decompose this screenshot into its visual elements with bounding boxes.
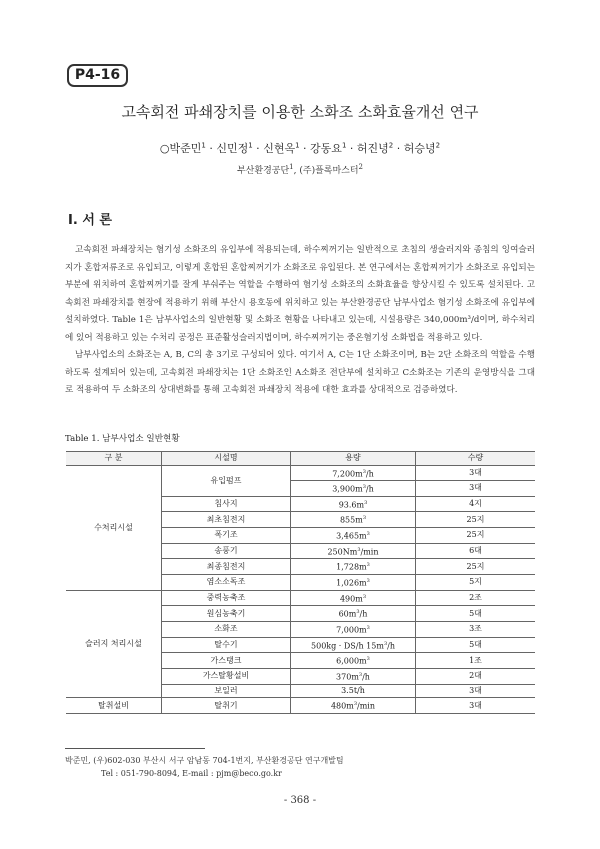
body-text — [65, 242, 535, 400]
quantity-cell: 2조 — [416, 590, 536, 606]
superscript: 3 — [383, 640, 388, 647]
header-cell: 용량 — [291, 452, 416, 466]
page-number: - 368 - — [283, 795, 317, 806]
quantity-cell: 3대 — [416, 481, 536, 497]
superscript: 3 — [366, 562, 370, 569]
facility-cell: 최초침전지 — [162, 512, 291, 528]
section-heading — [68, 209, 112, 228]
capacity-cell: $1,728m^3$ — [291, 559, 416, 575]
quantity-cell: 3대 — [416, 698, 536, 714]
facility-cell: 보일러 — [162, 684, 291, 698]
facility-cell: 탈취기 — [162, 698, 291, 714]
author-separator: · — [205, 142, 217, 155]
facility-cell: 가스탈황설비 — [162, 669, 291, 685]
affiliation-name: 부산환경공단$^1$ — [236, 163, 294, 176]
facility-cell: 최종침전지 — [162, 559, 291, 575]
facility-cell: 원심농축기 — [162, 606, 291, 622]
author-name: 신현옥$^1$ — [263, 141, 300, 155]
affiliation-mark: 2 — [358, 163, 364, 171]
facility-cell: 탈수기 — [162, 637, 291, 653]
facility-cell: 유입펌프 — [162, 465, 291, 496]
capacity-cell: $3,900m^3/h$ — [291, 481, 416, 497]
author-affiliation-mark: 1 — [295, 141, 300, 150]
header-cell: 수량 — [416, 452, 536, 466]
superscript: 3 — [357, 546, 361, 553]
quantity-cell: 1조 — [416, 653, 536, 669]
facility-table — [66, 451, 535, 714]
capacity-cell: 250Nm$^3$/min — [291, 543, 416, 559]
quantity-cell: 4지 — [416, 496, 536, 512]
author-name: 허승녕$^2$ — [403, 141, 441, 155]
author-affiliation-mark: 1 — [201, 141, 206, 150]
paragraph: 고속회전 파쇄장치는 혐기성 소화조의 유입부에 적용되는데, 하수찌꺼기는 일반적으로 초침의 생슬러지와 종침의 잉여슬러지가 혼합저류조로 유입되고, 이렇게 혼합된 혼합찌꺼기가 소화조로 유입된다. 본 연구에서는 혼합찌꺼기가 소화조로 유입되는 부분에 위치하여 혼합찌꺼기를 잘게 부숴주는 역할을 수행하여 혐기성 소화조의 소화효율을 향상시킬 수 있도록 설치된다. 고속회전 파쇄장치를 현장에 적용하기 위해 부산시 용호동에 위치하고 있는 부산환경공단 남부사업소 혐기성 소화조에 유입부에 설치하였다. Table 1은 남부사업소의 일반현황 및 소화조 현황을 나타내고 있는데, 시설용량은 340,000m³/d이며, 하수처리에 있어 적용하고 있는 수처리 공정은 표준활성슬러지법이며, 하수찌꺼기는 중온혐기성 소화법을 적용하고 있다. — [65, 245, 535, 343]
superscript: 3 — [366, 625, 370, 632]
facility-cell: 송풍기 — [162, 543, 291, 559]
affiliation-list: 부산환경공단$^1$, (주)플록마스터$^2$ — [236, 163, 364, 176]
section-number: I. — [68, 213, 78, 228]
capacity-cell: $855m^3$ — [291, 512, 416, 528]
quantity-cell: 6대 — [416, 543, 536, 559]
superscript: 3 — [358, 672, 363, 679]
capacity-cell: $60m^3/h$ — [291, 606, 416, 622]
author-name: ○박준민$^1$ — [159, 141, 206, 155]
quantity-cell: 25지 — [416, 559, 536, 575]
superscript: 3 — [364, 499, 368, 506]
footnote-address: 박준민, (우)602-030 부산시 서구 암남동 704-1번지, 부산환경공단 연구개발팀 — [65, 756, 344, 765]
quantity-cell: 5지 — [416, 575, 536, 591]
quantity-cell: 5대 — [416, 637, 536, 653]
author-name: 강동요$^1$ — [310, 141, 347, 155]
superscript: 3 — [366, 578, 370, 585]
facility-cell: 염소소독조 — [162, 575, 291, 591]
table-row — [66, 698, 535, 714]
footnote — [65, 754, 344, 780]
author-affiliation-mark: 2 — [435, 141, 441, 150]
superscript: 3 — [353, 701, 358, 708]
facility-cell: 소화조 — [162, 622, 291, 638]
facility-cell: 폭기조 — [162, 528, 291, 544]
paragraph: 남부사업소의 소화조는 A, B, C의 총 3기로 구성되어 있다. 여기서 A, C는 1단 소화조이며, B는 2단 소화조의 역할을 수행하도록 설계되어 있는데, 고속회전 파쇄장치는 1단 소화조인 A소화조 전단부에 설치하고 C소화조는 기존의 운영방식을 그대로 적용하여 두 소화조의 상대변화를 통해 고속회전 파쇄장치 적용에 대한 효과를 상대적으로 검증하였다. — [65, 350, 535, 395]
superscript: 3 — [356, 609, 360, 616]
superscript: 3 — [362, 468, 366, 475]
superscript: 3 — [362, 484, 366, 491]
capacity-cell: 3.5t/h — [291, 684, 416, 698]
group-cell: 탈취설비 — [66, 698, 162, 714]
capacity-cell: $7,000m^3$ — [291, 622, 416, 638]
header-cell: 시설명 — [162, 452, 291, 466]
superscript: 3 — [366, 531, 370, 538]
author-list — [0, 140, 600, 156]
capacity-cell: $3,465m^3$ — [291, 528, 416, 544]
quantity-cell: 25지 — [416, 528, 536, 544]
capacity-cell: $490m^3$ — [291, 590, 416, 606]
presenter-mark: ○ — [159, 142, 170, 155]
capacity-cell: $370m^3/h$ — [291, 669, 416, 685]
author-separator: · — [346, 142, 357, 155]
author-separator: · — [252, 142, 264, 155]
table-row — [66, 465, 535, 481]
affiliation-name: (주)플록마스터$^2$ — [299, 163, 364, 176]
affiliation-mark: 1 — [289, 163, 294, 171]
table-header-row — [66, 452, 535, 466]
capacity-cell: $480m^3/\min$ — [291, 698, 416, 714]
author-name: 허진녕$^2$ — [356, 141, 394, 155]
quantity-cell: 3조 — [416, 622, 536, 638]
header-cell: 구 분 — [66, 452, 162, 466]
paper-title: 고속회전 파쇄장치를 이용한 소화조 소화효율개선 연구 — [121, 103, 479, 121]
author-separator: · — [299, 142, 311, 155]
footnote-rule — [65, 748, 205, 749]
quantity-cell: 2대 — [416, 669, 536, 685]
capacity-cell: $1,026m^3$ — [291, 575, 416, 591]
quantity-cell: 5대 — [416, 606, 536, 622]
group-cell: 슬러지 처리시설 — [66, 590, 162, 697]
quantity-cell: 25지 — [416, 512, 536, 528]
poster-id-badge: P4-16 — [67, 64, 128, 87]
superscript: 3 — [362, 593, 367, 600]
table-caption: Table 1. 남부사업소 일반현황 — [65, 434, 180, 444]
group-cell: 수처리시설 — [66, 465, 162, 590]
author-separator: · — [393, 142, 404, 155]
table-row — [66, 590, 535, 606]
facility-cell: 침사지 — [162, 496, 291, 512]
author-affiliation-mark: 1 — [248, 141, 253, 150]
capacity-cell: $6,000m^3$ — [291, 653, 416, 669]
superscript: 3 — [366, 656, 370, 663]
author-name: 신민정$^1$ — [216, 141, 253, 155]
quantity-cell: 3대 — [416, 465, 536, 481]
quantity-cell: 3대 — [416, 684, 536, 698]
author-affiliation-mark: 1 — [341, 141, 347, 150]
capacity-cell: 500kg · DS/h $15m^3/h$ — [291, 637, 416, 653]
section-title: 서 론 — [82, 213, 112, 228]
facility-cell: 중력농축조 — [162, 590, 291, 606]
facility-cell: 가스탱크 — [162, 653, 291, 669]
superscript: 3 — [362, 515, 367, 522]
footnote-contact: Tel : 051-790-8094, E-mail : pjm@beco.go.kr — [101, 769, 282, 778]
capacity-cell: $93.6m^3$ — [291, 496, 416, 512]
capacity-cell: $7,200m^3/h$ — [291, 465, 416, 481]
author-affiliation-mark: 2 — [388, 141, 394, 150]
